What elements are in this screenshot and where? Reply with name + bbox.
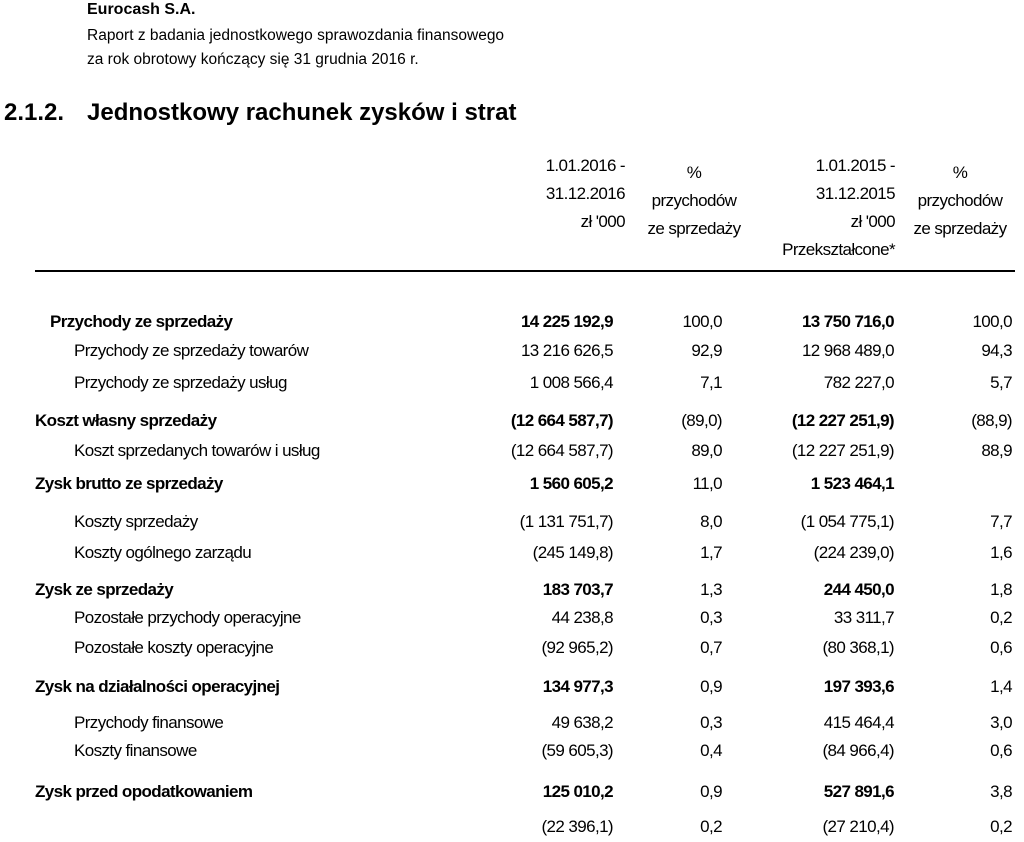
table-row: Zysk ze sprzedaży 183 703,7 1,3 244 450,0 1,8 — [35, 580, 1012, 599]
table-row: Koszty finansowe (59 605,3) 0,4 (84 966,4) 0,6 — [74, 741, 1012, 760]
table-row: Koszty sprzedaży (1 131 751,7) 8,0 (1 054 775,1) 7,7 — [74, 512, 1012, 531]
column-header-2015-value: 1.01.2015 - 31.12.2015 zł '000 Przekształcone* — [782, 156, 895, 259]
table-row: Koszt sprzedanych towarów i usług (12 664 587,7) 89,0 (12 227 251,9) 88,9 — [74, 441, 1012, 460]
table-row: (22 396,1) 0,2 (27 210,4) 0,2 — [541, 817, 1012, 836]
table-row: Pozostałe koszty operacyjne (92 965,2) 0,7 (80 368,1) 0,6 — [74, 638, 1012, 657]
column-header-2016-value: 1.01.2016 - 31.12.2016 zł '000 — [545, 156, 625, 231]
report-subtitle-line1: Raport z badania jednostkowego sprawozdania finansowego — [87, 27, 505, 44]
table-row: Zysk brutto ze sprzedaży 1 560 605,2 11,0 1 523 464,1 — [35, 474, 894, 493]
table-row: Zysk przed opodatkowaniem 125 010,2 0,9 527 891,6 3,8 — [35, 782, 1012, 801]
section-title-text: Jednostkowy rachunek zysków i strat — [87, 99, 517, 126]
company-name: Eurocash S.A. — [87, 1, 196, 18]
table-row: Koszt własny sprzedaży (12 664 587,7) (89,0) (12 227 251,9) (88,9) — [35, 411, 1012, 430]
table-row: Przychody ze sprzedaży towarów 13 216 626,5 92,9 12 968 489,0 94,3 — [74, 341, 1012, 360]
report-subtitle-line2: za rok obrotowy kończący się 31 grudnia 2016 r. — [87, 51, 419, 68]
table-row: Pozostałe przychody operacyjne 44 238,8 0,3 33 311,7 0,2 — [74, 608, 1012, 627]
column-header-2015-percent: % przychodów ze sprzedaży — [913, 163, 1007, 238]
table-row: Przychody ze sprzedaży 14 225 192,9 100,0 13 750 716,0 100,0 — [50, 312, 1012, 331]
section-number: 2.1.2. — [4, 99, 65, 126]
table-row: Przychody ze sprzedaży usług 1 008 566,4 7,1 782 227,0 5,7 — [74, 373, 1012, 392]
table-row: Przychody finansowe 49 638,2 0,3 415 464,4 3,0 — [74, 713, 1012, 732]
column-header-2016-percent: % przychodów ze sprzedaży — [647, 163, 741, 238]
table-row: Koszty ogólnego zarządu (245 149,8) 1,7 (224 239,0) 1,6 — [74, 543, 1012, 562]
table-row: Zysk na działalności operacyjnej 134 977,3 0,9 197 393,6 1,4 — [35, 677, 1012, 696]
section-title — [4, 99, 516, 127]
header-divider — [35, 270, 1015, 272]
